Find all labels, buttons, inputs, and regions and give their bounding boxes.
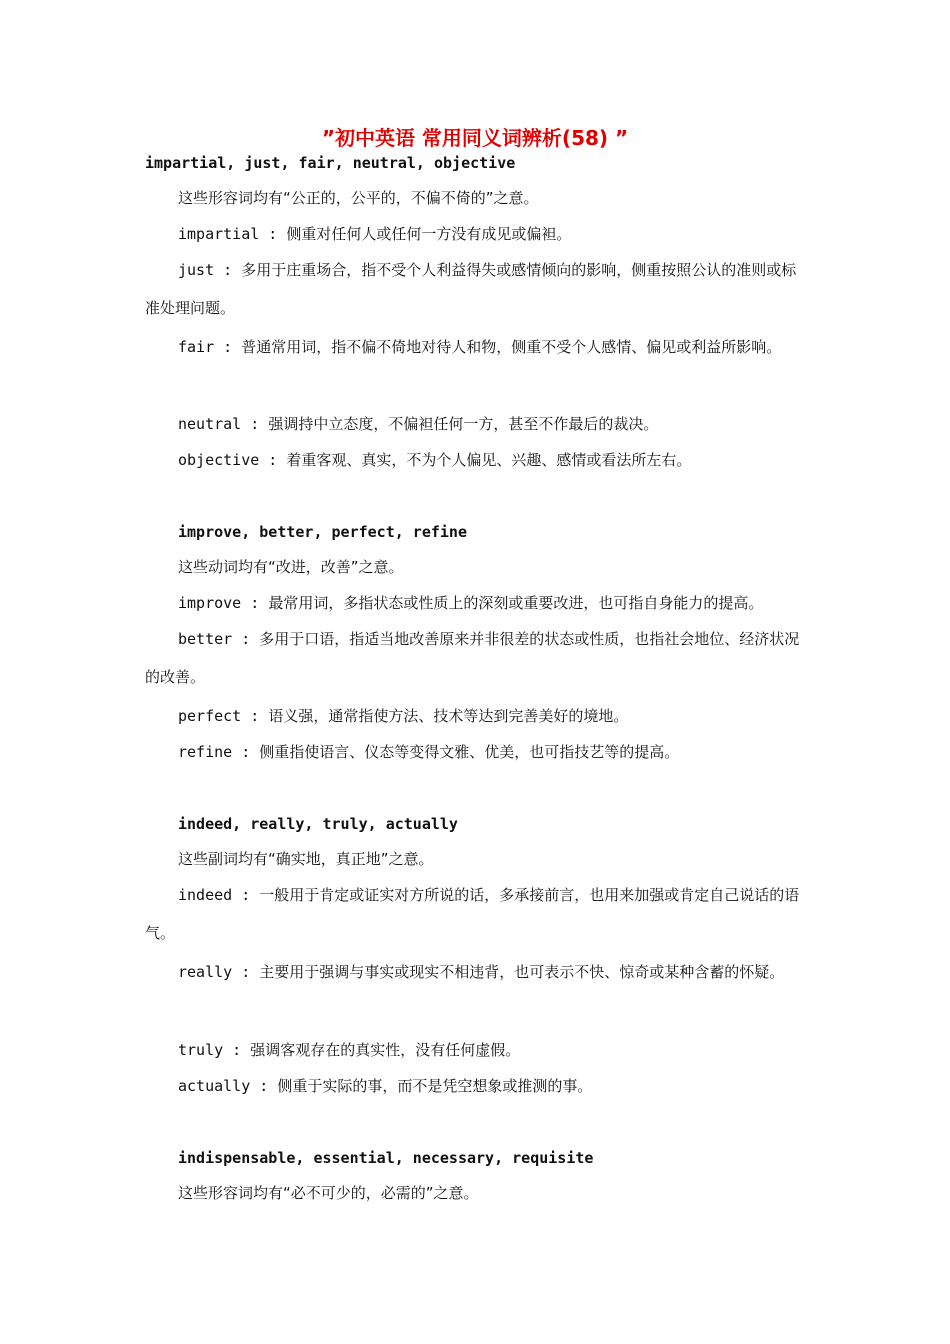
entry-word: objective : [178,451,278,469]
section-2-intro: 这些动词均有“改进，改善”之意。 [178,558,404,576]
entry-desc: 最常用词，多指状态或性质上的深刻或重要改进，也可指自身能力的提高。 [268,594,764,612]
entry-objective [178,450,843,470]
entry-word: neutral : [178,415,260,433]
entry-perfect [178,706,843,726]
entry-better [145,620,810,696]
section-1-intro: 这些形容词均有“公正的，公平的，不偏不倚的”之意。 [178,189,539,207]
entry-word: truly : [178,1041,242,1059]
entry-word: improve : [178,594,260,612]
entry-word: indeed : [178,886,251,904]
document-title: ”初中英语 常用同义词辨析(58) ” [321,126,629,150]
entry-desc: 普通常用词，指不偏不倚地对待人和物，侧重不受个人感情、偏见或利益所影响。 [241,338,782,356]
section-2-heading: improve, better, perfect, refine [178,523,467,541]
entry-desc: 侧重对任何人或任何一方没有成见或偏袒。 [286,225,572,243]
entry-impartial [178,224,843,244]
section-1-heading: impartial, just, fair, neutral, objective [145,154,516,172]
entry-indeed [145,876,810,952]
entry-word: perfect : [178,707,260,725]
entry-word: actually : [178,1077,269,1095]
entry-desc: 侧重于实际的事，而不是凭空想象或推测的事。 [277,1077,593,1095]
entry-desc: 主要用于强调与事实或现实不相违背，也可表示不快、惊奇或某种含蓄的怀疑。 [259,963,785,981]
entry-desc: 一般用于肯定或证实对方所说的话，多承接前言，也用来加强或肯定自己说话的语气。 [145,886,800,942]
entry-desc: 强调客观存在的真实性，没有任何虚假。 [250,1041,521,1059]
entry-word: fair : [178,338,233,356]
entry-desc: 强调持中立态度，不偏袒任何一方，甚至不作最后的裁决。 [268,415,659,433]
section-3-intro: 这些副词均有“确实地，真正地”之意。 [178,850,434,868]
entry-refine [178,742,843,762]
entry-really [145,953,810,991]
entry-fair [145,328,810,366]
entry-improve [178,593,843,613]
entry-desc: 语义强，通常指使方法、技术等达到完善美好的境地。 [268,707,629,725]
entry-truly [178,1040,843,1060]
entry-word: impartial : [178,225,278,243]
entry-word: really : [178,963,251,981]
entry-actually [178,1076,843,1096]
entry-desc: 侧重指使语言、仪态等变得文雅、优美，也可指技艺等的提高。 [259,743,680,761]
entry-word: just : [178,261,233,279]
entry-word: refine : [178,743,251,761]
section-4-intro: 这些形容词均有“必不可少的，必需的”之意。 [178,1184,479,1202]
entry-word: better : [178,630,251,648]
entry-desc: 着重客观、真实，不为个人偏见、兴趣、感情或看法所左右。 [286,451,692,469]
section-4-heading: indispensable, essential, necessary, requisite [178,1149,594,1167]
entry-neutral [178,414,843,434]
entry-just [145,251,810,327]
section-3-heading: indeed, really, truly, actually [178,815,458,833]
entry-desc: 多用于庄重场合，指不受个人利益得失或感情倾向的影响，侧重按照公认的准则或标准处理问题。 [145,261,797,317]
entry-desc: 多用于口语，指适当地改善原来并非很差的状态或性质，也指社会地位、经济状况的改善。 [145,630,800,686]
